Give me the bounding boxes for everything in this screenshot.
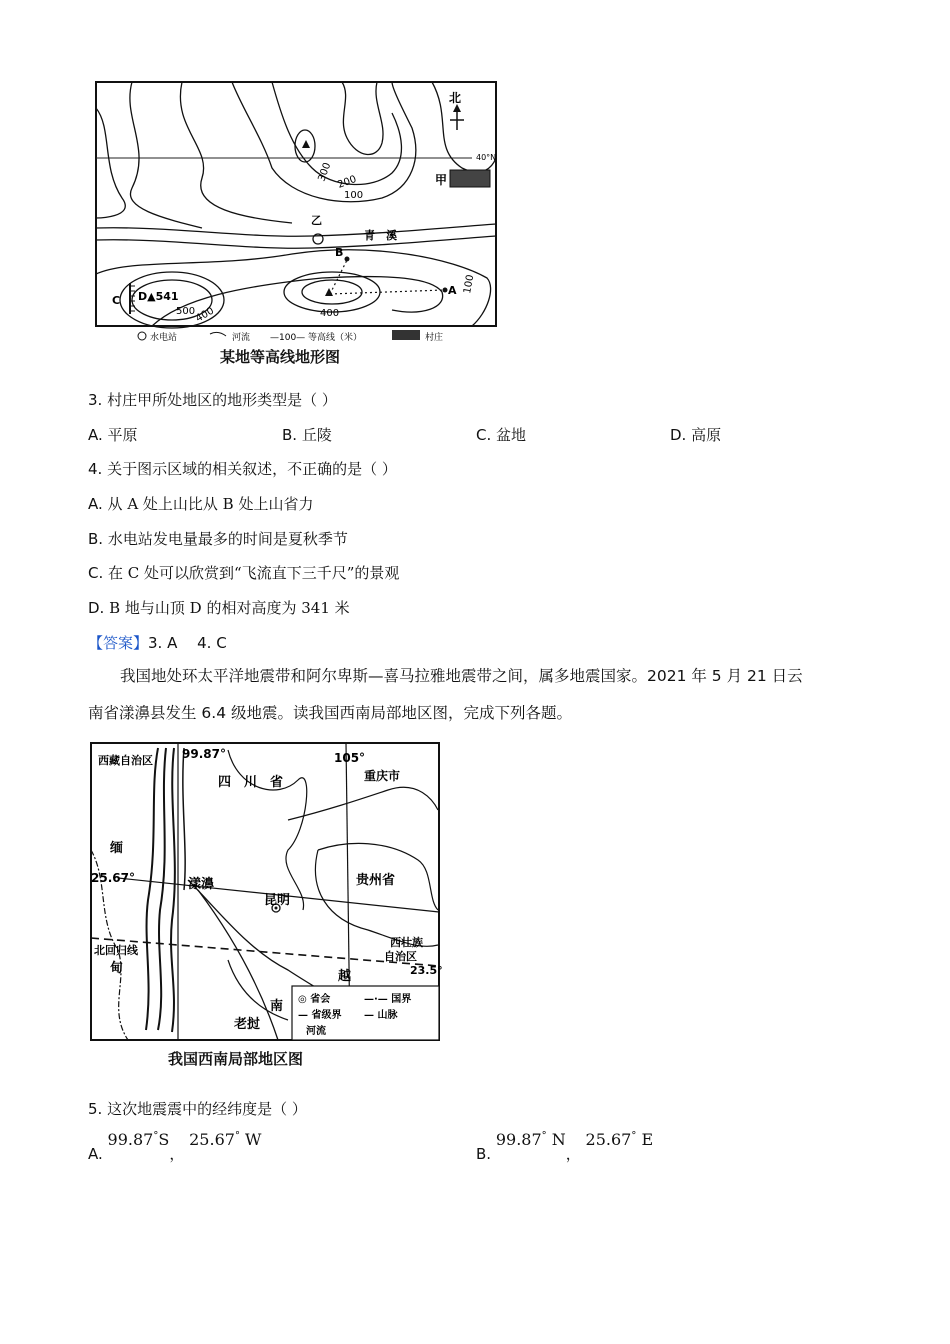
legend-river: 河流: [306, 1026, 326, 1037]
q4-option-a[interactable]: A. 从 A 处上山比从 B 处上山省力: [88, 495, 314, 513]
passage-line-1: 我国地处环太平洋地震带和阿尔卑斯—喜马拉雅地震带之间，属多地震国家。2021 年 5 月 21 日云: [120, 667, 803, 685]
contour-label-500: 500: [176, 306, 196, 317]
yi-label: 乙: [311, 214, 322, 227]
passage: [88, 658, 858, 732]
lat-label: 40°N: [476, 153, 497, 162]
question-4: 4. 关于图示区域的相关叙述，不正确的是（ ）: [88, 460, 397, 478]
legend-capital: ◎ 省会: [298, 994, 331, 1005]
question-5: 5. 这次地震震中的经纬度是（ ）: [88, 1100, 307, 1118]
q3-option-b[interactable]: B. 丘陵: [282, 426, 332, 444]
label-sichuan: 四 川 省: [218, 775, 284, 790]
legend-border: —·— 国界: [364, 994, 412, 1005]
label-lat-23: 23.5°: [410, 964, 443, 977]
legend-mountain: — 山脉: [364, 1010, 398, 1021]
north-label: 北: [449, 91, 462, 105]
label-guangxi-2: 自治区: [384, 950, 417, 963]
q5-option-a[interactable]: A. 99.87°S， 25.67° W: [88, 1130, 262, 1163]
label-kunming: 昆明: [264, 893, 291, 908]
point-a-label: A: [448, 284, 457, 297]
q3-option-d[interactable]: D. 高原: [670, 426, 722, 444]
village-label: 甲: [435, 173, 448, 187]
peak-d-label: D▲541: [138, 290, 179, 303]
point-c-label: C: [112, 294, 121, 307]
label-lon-99: 99.87°: [182, 747, 226, 761]
contour-label-400b: 400: [194, 305, 217, 325]
legend-contour: —100— 等高线（米）: [270, 333, 363, 343]
southwest-map-figure: [88, 740, 443, 1075]
label-myanmar-2: 甸: [110, 961, 124, 976]
contour-label-200: 200: [336, 173, 358, 191]
answer-line: [88, 632, 227, 653]
label-yangbi: 漾濞: [188, 877, 215, 892]
river-label: 青 溪: [364, 229, 397, 242]
q3-option-a[interactable]: A. 平原: [88, 426, 138, 444]
q5-option-b[interactable]: B. 99.87° N， 25.67° E: [476, 1130, 654, 1163]
label-nan: 南: [270, 999, 284, 1014]
fig2-caption: 我国西南局部地区图: [168, 1050, 304, 1068]
answer-text: 3. A 4. C: [148, 634, 227, 652]
contour-label-100: 100: [344, 190, 364, 201]
answer-tag: 【答案】: [88, 634, 149, 652]
label-lon-105: 105°: [334, 751, 366, 765]
label-lat-25: 25.67°: [91, 871, 135, 885]
label-laos: 老挝: [234, 1017, 261, 1032]
label-tropic: 北回归线: [94, 944, 138, 957]
contour-label-300: 300: [316, 161, 334, 184]
question-3: 3. 村庄甲所处地区的地形类型是（ ）: [88, 391, 337, 409]
passage-line-2: 南省漾濞县发生 6.4 级地震。读我国西南局部地区图，完成下列各题。: [88, 704, 573, 722]
legend-village: 村庄: [425, 333, 444, 343]
q4-option-d[interactable]: D. B 地与山顶 D 的相对高度为 341 米: [88, 599, 350, 617]
contour-label-400: 400: [320, 308, 340, 319]
label-chongqing: 重庆市: [364, 769, 401, 783]
legend-river: 河流: [232, 333, 251, 343]
point-b-label: B: [335, 246, 344, 259]
contour-map-figure: [92, 78, 502, 368]
southwest-map: [88, 740, 443, 1045]
label-guizhou: 贵州省: [356, 873, 396, 888]
q4-option-c[interactable]: C. 在 C 处可以欣赏到“飞流直下三千尺”的景观: [88, 564, 400, 582]
fig1-caption: 某地等高线地形图: [220, 348, 341, 366]
q4-option-b[interactable]: B. 水电站发电量最多的时间是夏秋季节: [88, 530, 348, 548]
north-arrow-icon: [453, 104, 461, 112]
label-vietnam: 越: [338, 969, 352, 984]
legend-hydro: 水电站: [150, 333, 178, 343]
q3-option-c[interactable]: C. 盆地: [476, 426, 527, 444]
label-guangxi-1: 西壮族: [390, 936, 423, 949]
village-icon: [450, 170, 490, 187]
label-tibet: 西藏自治区: [98, 754, 153, 767]
contour-label-100b: 100: [462, 273, 477, 295]
label-myanmar-1: 缅: [110, 841, 124, 856]
legend-province: — 省级界: [298, 1010, 342, 1021]
contour-map: [92, 78, 502, 368]
